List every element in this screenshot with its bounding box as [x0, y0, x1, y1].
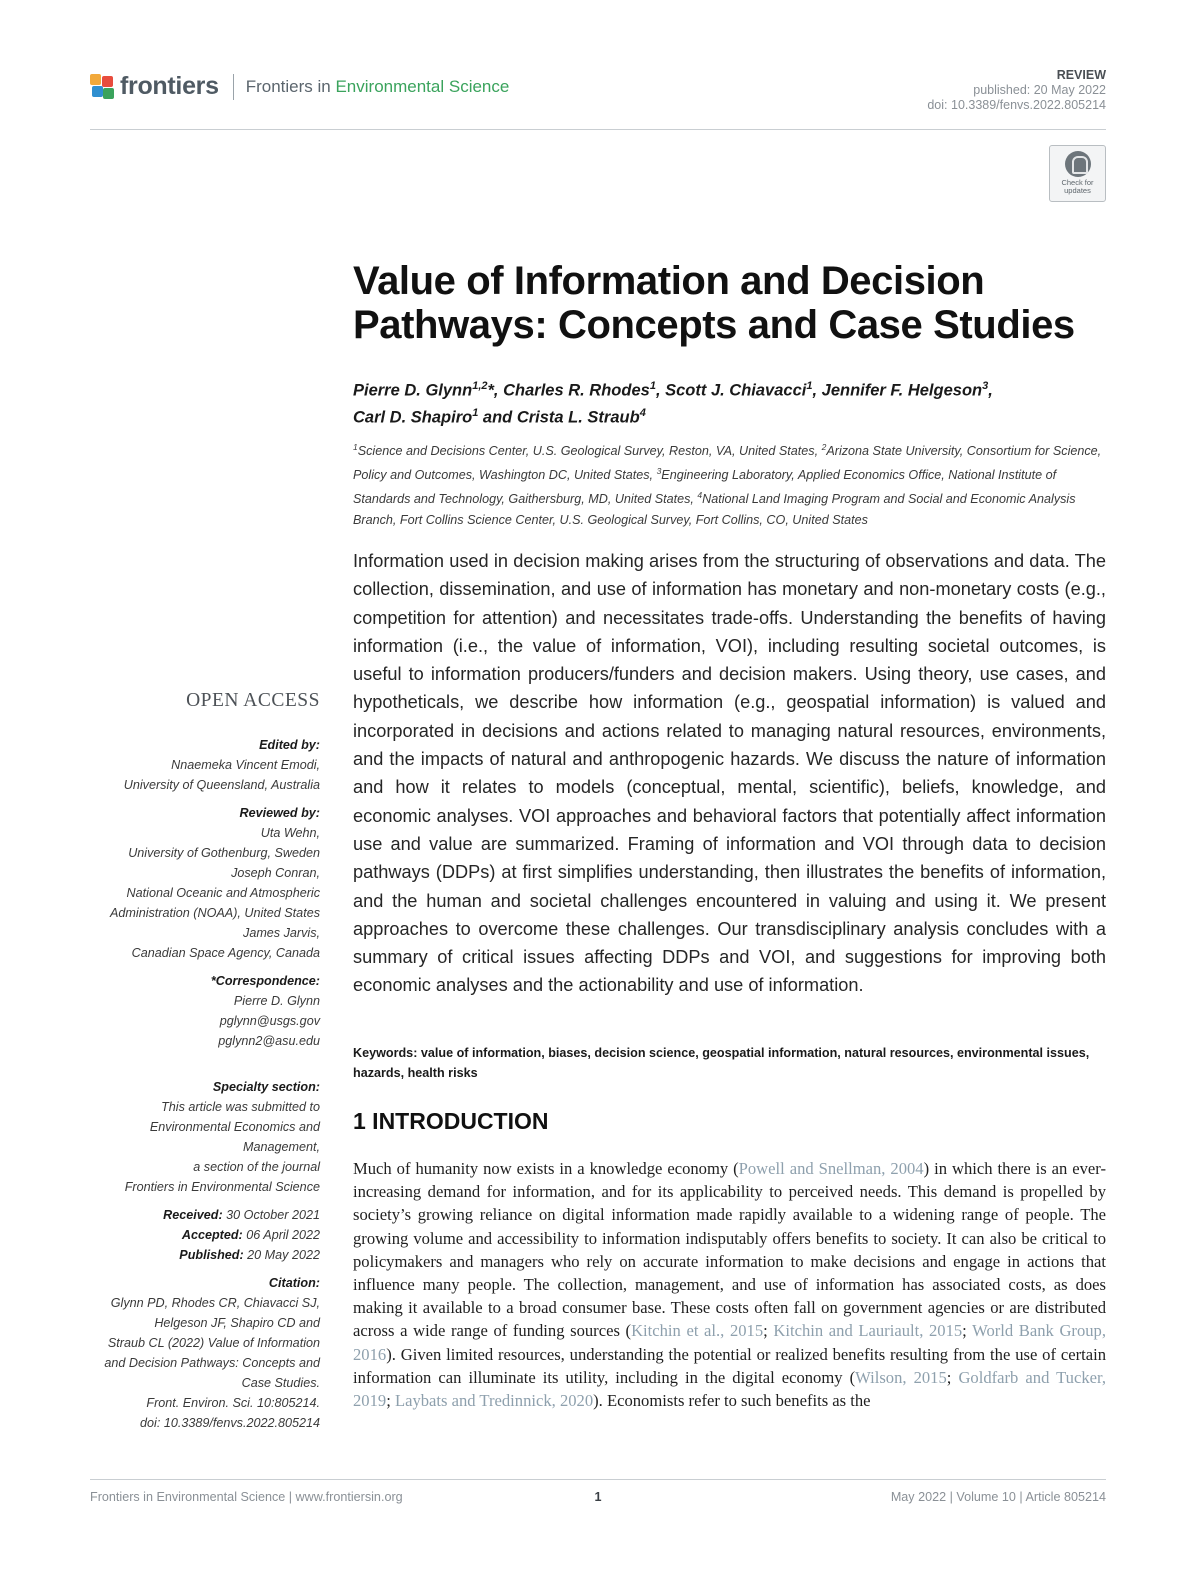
sidebar-correspondence [70, 971, 320, 1051]
citation-line: Case Studies. [241, 1376, 320, 1390]
page-number: 1 [594, 1490, 602, 1504]
author-name[interactable]: Charles R. Rhodes [503, 381, 650, 400]
affiliation-sup: 3 [656, 466, 662, 477]
affiliation-sup: 1 [353, 442, 358, 452]
citation-line: doi: 10.3389/fenvs.2022.805214 [140, 1416, 320, 1430]
author-mark: *, [487, 381, 504, 400]
author-name[interactable]: , Scott J. Chiavacci [655, 381, 807, 400]
sidebar-specialty-section [70, 1077, 320, 1197]
published-label: Published: [179, 1248, 244, 1262]
footer-divider [90, 1479, 1106, 1480]
journal-prefix: Frontiers in [245, 76, 336, 96]
logo-wordmark: frontiers [120, 72, 219, 100]
published-date: published: 20 May 2022 [973, 83, 1106, 97]
citation-link[interactable]: Powell and Snellman, 2004 [738, 1159, 924, 1178]
citation-link[interactable]: Kitchin and Lauriault, 2015 [773, 1321, 963, 1341]
accepted-label: Accepted: [181, 1228, 243, 1242]
accepted-date [70, 1225, 320, 1245]
specialty-line: This article was submitted to [161, 1100, 320, 1114]
article-type: REVIEW [1056, 68, 1106, 82]
editor-affiliation: University of Queensland, Australia [123, 778, 320, 792]
sidebar-edited-by [70, 735, 320, 795]
body-text: ). Given limited resources, understanding the potential or realized benefits resulting from the use of certain information can illuminate its utility, including in the digital economy ( [353, 1344, 1106, 1387]
specialty-line: Environmental Economics and [149, 1120, 320, 1134]
received-date [70, 1205, 320, 1225]
author-name[interactable]: , Jennifer F. Helgeson [812, 381, 983, 400]
header-divider [90, 129, 1106, 130]
frontiers-logo-icon [90, 74, 114, 100]
author-name[interactable]: Pierre D. Glynn [353, 381, 473, 400]
author-list [353, 375, 1113, 428]
specialty-line: Frontiers in Environmental Science [124, 1180, 320, 1194]
author-sup: 1 [649, 380, 656, 392]
article-doi[interactable]: doi: 10.3389/fenvs.2022.805214 [927, 98, 1106, 112]
affiliation-text: Science and Decisions Center, U.S. Geological Survey, Reston, VA, United States, [357, 444, 822, 459]
body-text: ; [763, 1321, 774, 1341]
reviewer-line: University of Gothenburg, Sweden [128, 846, 320, 860]
correspondence-heading: *Correspondence: [210, 974, 320, 988]
affiliation-sup: 4 [697, 490, 703, 501]
body-text: Much of humanity now exists in a knowledge economy ( [353, 1159, 739, 1178]
sidebar-reviewed-by [70, 803, 320, 963]
journal-logo[interactable] [90, 72, 509, 101]
reviewer-line: Uta Wehn, [260, 826, 320, 840]
check-for-updates-button[interactable] [1049, 145, 1106, 202]
body-text: ; [386, 1391, 395, 1411]
citation-link[interactable]: Wilson, 2015 [855, 1367, 947, 1387]
citation-link[interactable]: Laybats and Tredinnick, 2020 [394, 1391, 594, 1411]
published-value: 20 May 2022 [243, 1248, 320, 1262]
title-line-1: Value of Information and Decision [353, 259, 985, 303]
introduction-paragraph [353, 1157, 1106, 1412]
citation-link[interactable]: Goldfarb and Tucker, 2019 [353, 1367, 1106, 1411]
affiliations [353, 437, 1113, 530]
author-sup: 1 [806, 380, 813, 392]
title-line-2: Pathways: Concepts and Case Studies [353, 303, 1075, 347]
reviewer-line: Canadian Space Agency, Canada [131, 946, 320, 960]
edited-by-heading: Edited by: [259, 738, 320, 752]
article-meta [927, 68, 1106, 113]
author-separator: , [988, 381, 993, 400]
correspondence-email[interactable]: pglynn@usgs.gov [219, 1014, 320, 1028]
page-header [90, 68, 1106, 130]
sidebar-citation [70, 1273, 320, 1433]
author-sup: 4 [639, 406, 646, 419]
author-sup: 3 [982, 380, 989, 392]
sidebar-dates [70, 1205, 320, 1265]
specialty-heading: Specialty section: [212, 1080, 320, 1094]
body-text: ). Economists refer to such benefits as the [593, 1391, 871, 1411]
body-text: ; [962, 1321, 973, 1341]
abstract: Information used in decision making arises from the structuring of observations and data. The collection, dissemination, and use of information has monetary and non-monetary costs (e.g., competition for attention) and necessitates trade-offs. Understanding the benefits of having information (i.e., the value of information, VOI), including resulting societal outcomes, is useful to information producers/funders and decision makers. Using theory, use cases, and hypotheticals, we describe how information (e.g., geospatial information) is valued and incorporated in decisions and actions related to managing natural resources, environments, and the impacts of natural and anthropogenic hazards. We discuss the nature of information and how it relates to models (conceptual, mental, scientific), beliefs, knowledge, and economic analyses. VOI approaches and behavioral factors that potentially affect information use and value are summarized. Framing of information and VOI through data to decision pathways (DDPs) at first simplifies understanding, then illustrates the benefits of information, and the human and societal challenges encountered in valuing and using it. We present approaches to overcome these challenges. Our transdisciplinary analysis concludes with a summary of critical issues affecting DDPs and VOI, and suggestions for improving both economic analyses and the actionability and use of information. [353, 551, 1106, 996]
received-value: 30 October 2021 [222, 1208, 320, 1222]
citation-line: Front. Environ. Sci. 10:805214. [146, 1396, 320, 1410]
citation-line: and Decision Pathways: Concepts and [104, 1356, 320, 1370]
citation-heading: Citation: [268, 1276, 320, 1290]
check-for-updates-label-1: Check for [1061, 178, 1094, 187]
journal-name-accent: Environmental Science [335, 76, 510, 96]
journal-name [246, 77, 510, 97]
published-date-sidebar [70, 1245, 320, 1265]
footer-journal-link[interactable]: Frontiers in Environmental Science | www.frontiersin.org [90, 1490, 403, 1504]
section-heading-introduction: 1 INTRODUCTION [353, 1108, 549, 1134]
specialty-line: Management, [242, 1140, 320, 1154]
reviewer-line: James Jarvis, [243, 926, 320, 940]
body-text: ) in which there is an ever-increasing demand for information, and for its applicability to perceived needs. This demand is propelled by society’s growing reliance on digital information made rapidly available to a widening range of people. The growing volume and accessibility to information indisputably offers benefits to society. It can also be critical to policymakers and managers who rely on accurate information to make decisions and engage in actions that influence many people. The collection, management, and use of information has associated costs, as does making it available to a broad consumer base. These costs often fall on government agencies or are distributed across a wide range of funding sources ( [353, 1159, 1106, 1341]
correspondence-email[interactable]: pglynn2@asu.edu [218, 1034, 320, 1048]
check-for-updates-icon [1065, 151, 1091, 177]
affiliation-text: Arizona State University, Consortium for Science, Policy and Outcomes, Washington DC, United States, [353, 444, 1102, 483]
affiliation-text: Engineering Laboratory, Applied Economics Office, National Institute of Standards and Technology, Gaithersburg, MD, United States, [353, 468, 1057, 507]
author-sup: 1 [472, 406, 479, 419]
citation-line: Straub CL (2022) Value of Information [107, 1336, 320, 1350]
logo-divider [233, 74, 234, 100]
citation-line: Glynn PD, Rhodes CR, Chiavacci SJ, [110, 1296, 320, 1310]
citation-link[interactable]: Kitchin et al., 2015 [631, 1321, 764, 1341]
footer-issue-info: May 2022 | Volume 10 | Article 805214 [890, 1490, 1106, 1504]
citation-link[interactable]: World Bank Group, 2016 [353, 1321, 1106, 1364]
reviewed-by-heading: Reviewed by: [239, 806, 320, 820]
affiliation-text: National Land Imaging Program and Social and Economic Analysis Branch, Fort Collins Science Center, U.S. Geological Survey, Fort Collins, CO, United States [353, 492, 1076, 527]
reviewer-line: Joseph Conran, [231, 866, 320, 880]
author-sup: 1,2 [472, 380, 488, 392]
reviewer-line: Administration (NOAA), United States [110, 906, 320, 920]
body-text: ; [946, 1367, 959, 1387]
accepted-value: 06 April 2022 [242, 1228, 320, 1242]
received-label: Received: [163, 1208, 223, 1222]
correspondence-name: Pierre D. Glynn [233, 994, 320, 1008]
keywords: Keywords: value of information, biases, decision science, geospatial information, natural resources, environmental issues, hazards, health risks [353, 1046, 1090, 1080]
editor-name: Nnaemeka Vincent Emodi, [171, 758, 320, 772]
author-name[interactable]: and Crista L. Straub [478, 408, 640, 426]
author-name[interactable]: Carl D. Shapiro [353, 408, 473, 426]
open-access-label: OPEN ACCESS [186, 690, 320, 711]
affiliation-sup: 2 [821, 442, 827, 452]
citation-line: Helgeson JF, Shapiro CD and [154, 1316, 320, 1330]
article-title [353, 259, 1113, 347]
specialty-line: a section of the journal [193, 1160, 320, 1174]
check-for-updates-label-2: updates [1064, 186, 1091, 195]
reviewer-line: National Oceanic and Atmospheric [126, 886, 320, 900]
